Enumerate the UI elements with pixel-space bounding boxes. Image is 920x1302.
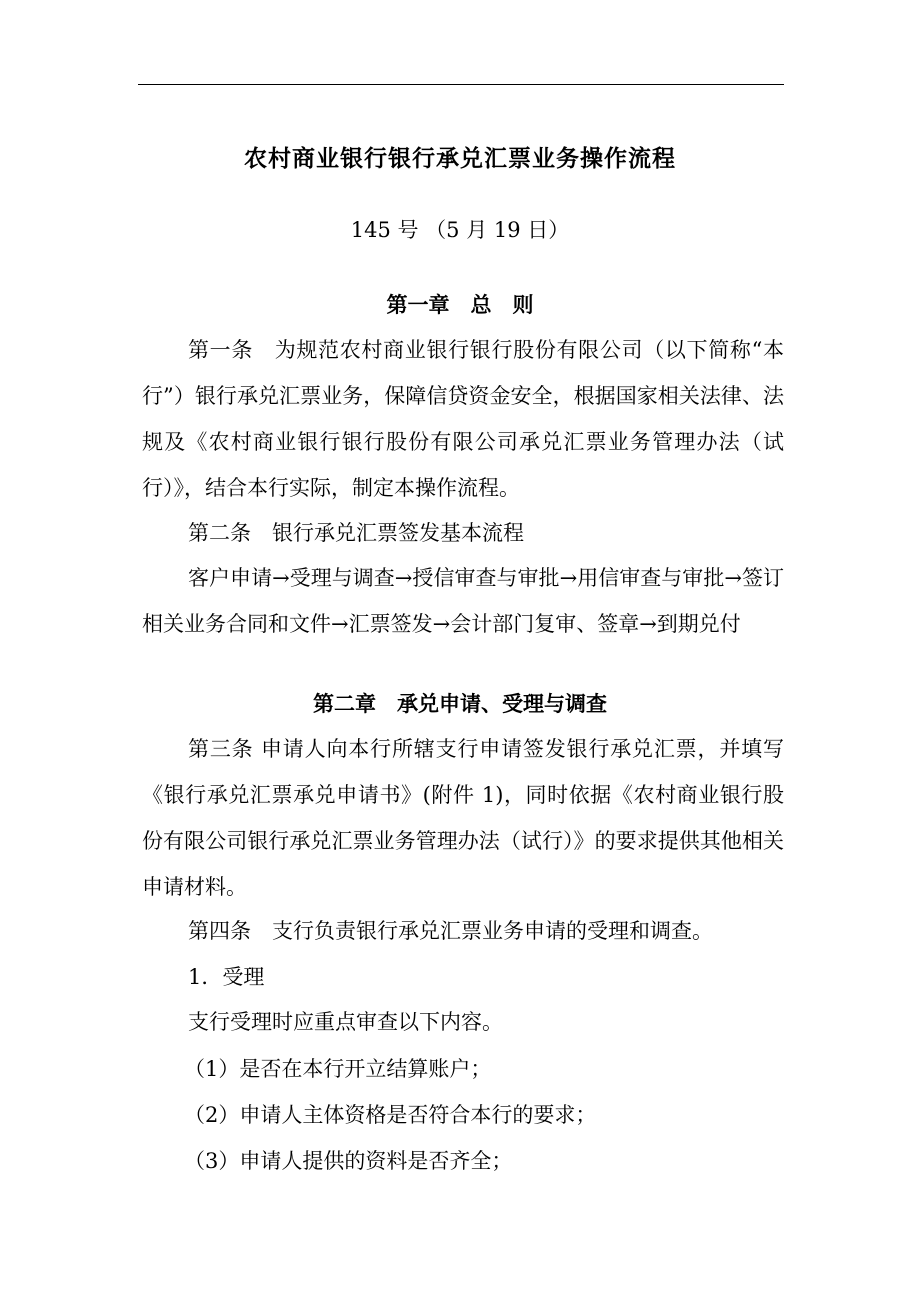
document-number: 145 号 （5 月 19 日）	[350, 218, 570, 242]
check-item-3: （3）申请人提供的资料是否齐全；	[184, 1149, 513, 1173]
check-item-1: （1）是否在本行开立结算账户；	[184, 1057, 492, 1081]
document-title: 农村商业银行银行承兑汇票业务操作流程	[244, 146, 676, 172]
article-4-paragraph: 第四条 支行负责银行承兑汇票业务申请的受理和调查。	[188, 919, 713, 943]
chapter-2-heading: 第二章 承兑申请、受理与调查	[313, 692, 607, 716]
article-2-paragraph: 第二条 银行承兑汇票签发基本流程	[188, 521, 524, 545]
header-rule	[138, 84, 784, 85]
check-item-2: （2）申请人主体资格是否符合本行的要求；	[184, 1103, 597, 1127]
item-1-heading: 1．受理	[188, 965, 265, 989]
item-1-intro: 支行受理时应重点审查以下内容。	[188, 1010, 503, 1034]
article-1-paragraph: 第一条 为规范农村商业银行银行股份有限公司（以下简称“本行”）银行承兑汇票业务，保障信贷资金安全，根据国家相关法律、法规及《农村商业银行银行股份有限公司承兑汇票业务管理办法（试行）》，结合本行实际，制定本操作流程。	[142, 338, 784, 500]
article-3-paragraph: 第三条 申请人向本行所辖支行申请签发银行承兑汇票，并填写《银行承兑汇票承兑申请书》(附件 1)，同时依据《农村商业银行股份有限公司银行承兑汇票业务管理办法（试行）》的要求提供其他相关申请材料。	[142, 737, 784, 899]
process-flow-paragraph: 客户申请→受理与调查→授信审查与审批→用信审查与审批→签订相关业务合同和文件→汇票签发→会计部门复审、签章→到期兑付	[142, 566, 784, 636]
chapter-1-heading: 第一章 总 则	[386, 293, 534, 317]
